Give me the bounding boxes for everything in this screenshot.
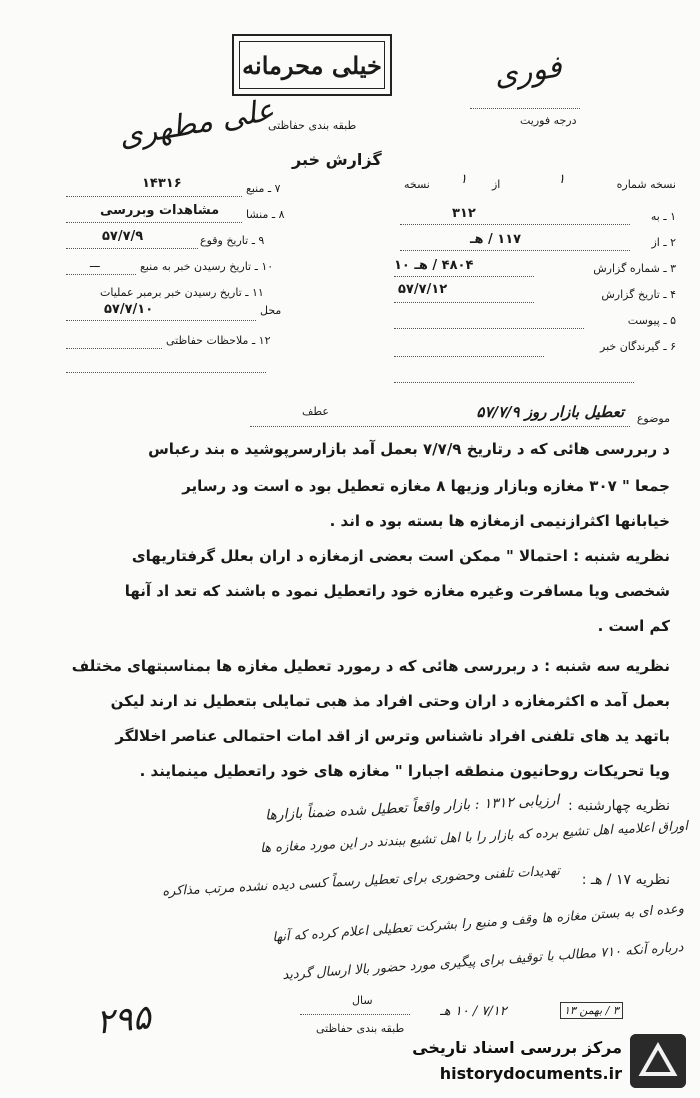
body-line-7: نظریه سه شنبه : د ربررسی هائی که د رمورد تعطیل مغازه ها بمناسبتهای مختلف <box>71 657 670 675</box>
field-location-line <box>66 320 256 321</box>
field-to-label: ۱ ـ به <box>650 210 676 223</box>
subject-line <box>250 426 630 427</box>
field-report-no-line <box>394 276 534 277</box>
field-source-receipt-label: ۱۰ ـ تاریخ رسیدن خبر به منبع <box>140 260 274 273</box>
field-attachment-label: ۵ ـ پیوست <box>627 314 676 327</box>
field-recipients-line-2 <box>394 382 634 383</box>
body-line-opinion-17: نظریه ۱۷ / هـ : <box>581 872 670 888</box>
copy-of-label: از <box>492 178 501 191</box>
ref-label: عطف <box>302 405 329 418</box>
classification-stamp <box>232 34 392 96</box>
body-line-8: بعمل آمد ه اکثرمغازه د اران وحتی افراد مذ هبی تمایلی بتعطیل ند ارند لیکن <box>110 692 670 710</box>
field-origin-label: ۸ ـ منشا <box>246 208 285 221</box>
body-line-2: جمعا " ۳۰۷ مغازه وبازار وزیها ۸ مغازه تعطیل بود ه است ود رسایر <box>182 477 670 495</box>
handwriting-line-2: اوراق اعلامیه اهل تشیع برده که بازار را با اهل تشیع ببندند در این مورد مغازه ها <box>259 818 689 857</box>
body-line-opinion-wednesday: نظریه چهارشنبه : <box>568 798 670 814</box>
copy-no-label: نسخه شماره <box>616 178 676 191</box>
field-attachment-line <box>394 328 584 329</box>
body-line-10: ویا تحریکات روحانیون منطقه اجبارا " مغازه های خود راتعطیل مینمایند . <box>139 762 670 780</box>
field-location-label: محل <box>260 304 282 317</box>
field-to-value: ۳۱۲ <box>452 206 476 221</box>
field-from-label: ۲ ـ از <box>651 236 676 249</box>
handwriting-line-4: وعده ای به بستن مغازه ها وقف و منبع را بشرکت تعطیلی اعلام کرده که آنها <box>271 901 685 946</box>
field-origin-line <box>66 222 242 223</box>
body-line-4: نظریه شنبه : احتمالا " ممکن است بعضی ازمغازه د اران بعلل گرفتاریهای <box>131 547 670 565</box>
field-report-date-value: ۵۷/۷/۱۲ <box>398 282 448 297</box>
classification-stamp-text: خیلی محرمانه <box>239 41 385 89</box>
subject-label: موضوع <box>636 412 670 425</box>
field-security-notes-label: ۱۲ ـ ملاحظات حفاظتی <box>166 334 271 347</box>
archive-logo <box>630 1034 686 1088</box>
handwritten-name: علی مطهری <box>116 92 277 155</box>
field-from-line <box>400 250 630 251</box>
field-ops-receipt-value: ۵۷/۷/۱۰ <box>104 302 154 317</box>
body-line-6: کم است . <box>597 617 670 635</box>
field-to-line <box>400 224 630 225</box>
field-occurrence-date-value: ۵۷/۷/۹ <box>102 229 144 244</box>
field-from-value: ۱۱۷ / هـ <box>470 232 522 247</box>
priority-line <box>470 108 580 109</box>
field-recipients-label: ۶ ـ گیرندگان خبر <box>600 340 676 353</box>
field-occurrence-date-label: ۹ ـ تاریخ وقوع <box>200 234 265 247</box>
copy-of-value: ۱ <box>460 172 467 187</box>
field-origin-value: مشاهدات وبررسی <box>100 203 220 218</box>
body-line-5: شخصی ویا مسافرت وغیره مغازه خود راتعطیل نمود ه باشند که تعد اد آنها <box>124 582 670 600</box>
field-recipients-line <box>394 356 544 357</box>
field-source-line <box>66 196 242 197</box>
body-line-3: خیابانها اکثرازنیمی ازمغازه ها بسته بود ه اند . <box>329 512 670 530</box>
sal-label: سال <box>352 994 373 1007</box>
field-security-notes-line <box>66 348 162 349</box>
classification-label: طبقه بندی حفاظتی <box>268 119 357 132</box>
handwritten-bottom-note: ۷/۱۲ / ۱۰ هـ <box>440 1004 507 1019</box>
priority-label: درجه فوریت <box>520 114 577 127</box>
copy-no-value: ۱ <box>558 172 565 187</box>
report-title: گزارش خبر <box>292 150 382 169</box>
subject-value: تعطیل بازار روز ۵۷/۷/۹ <box>476 403 624 421</box>
handwritten-number: ۲۹۵ <box>94 997 153 1043</box>
field-source-label: ۷ ـ منبع <box>246 182 281 195</box>
handwritten-priority: فوری <box>491 49 564 94</box>
handwriting-line-5: درباره آنکه ۷۱۰ مطالب با توقیف برای پیگیری مورد حضور بالا ارسال گردید <box>282 940 685 983</box>
copy-tail: نسخه <box>404 178 430 191</box>
body-line-1: د ربررسی هائی که د رتاریخ ۷/۷/۹ بعمل آمد بازارسرپوشید ه بند رعباس <box>148 440 670 458</box>
footer-classification-label: طبقه بندی حفاظتی <box>316 1022 405 1035</box>
field-report-date-label: ۴ ـ تاریخ گزارش <box>601 288 676 301</box>
field-ops-receipt-label: ۱۱ ـ تاریخ رسیدن خبر برمبر عملیات <box>100 286 264 299</box>
field-source-receipt-value: ـــ <box>90 257 100 270</box>
archive-logo-icon <box>630 1034 686 1088</box>
footer-line <box>300 1014 410 1015</box>
field-source-value: ۱۴۳۱۶ <box>142 176 182 191</box>
field-occurrence-date-line <box>66 248 198 249</box>
field-report-no-label: ۳ ـ شماره گزارش <box>593 262 676 275</box>
handwritten-bottom-note-2: ۳ / بهمن ۱۳ <box>560 1002 623 1019</box>
field-source-receipt-line <box>66 274 136 275</box>
field-report-no-value: ۴۸۰۴ / هـ ۱۰ <box>394 258 474 273</box>
archive-site: historydocuments.ir <box>439 1064 622 1083</box>
field-report-date-line <box>394 302 534 303</box>
body-line-9: باتهد ید های تلفنی افراد ناشناس وترس از اقد امات احتمالی عناصر اخلالگر <box>115 727 670 745</box>
archive-name: مرکز بررسی اسناد تاریخی <box>412 1038 622 1057</box>
handwriting-line-3: تهدیدات تلفنی وحضوری برای تعطیل رسماً کسی دیده نشده مرتب مذاکره <box>161 863 561 900</box>
field-security-notes-line-2 <box>66 372 266 373</box>
handwriting-line-1: ارزیابی ۱۳۱۲ : بازار واقعاً تعطیل شده ضمناً بازارها <box>265 792 561 824</box>
